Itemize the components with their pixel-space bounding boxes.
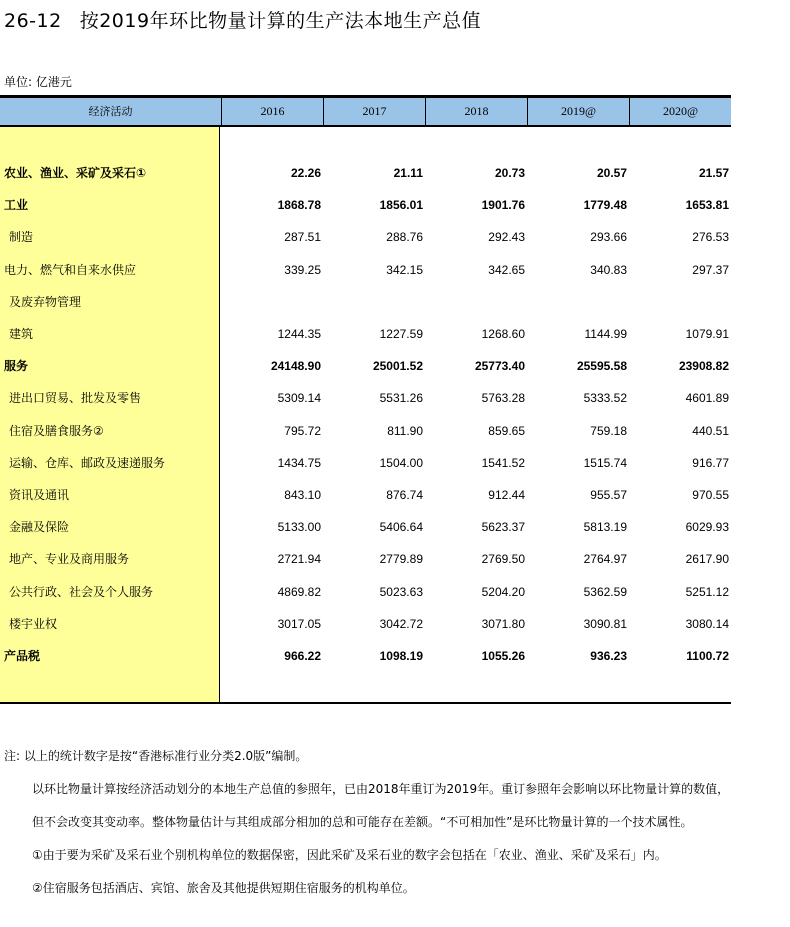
- table-row: [0, 640, 731, 672]
- row-value: 342.65: [488, 262, 525, 277]
- row-value: 293.66: [590, 230, 627, 245]
- row-value: [531, 286, 627, 318]
- row-value: [225, 286, 321, 318]
- row-value: 339.25: [284, 262, 321, 277]
- row-value: 3071.80: [481, 616, 525, 631]
- row-value: 859.65: [488, 423, 525, 438]
- row-value: 1541.52: [481, 455, 525, 470]
- row-value: 3090.81: [583, 616, 627, 631]
- row-label: 资讯及通讯: [9, 488, 70, 502]
- row-value: 876.74: [386, 488, 423, 502]
- note-line: 以环比物量计算按经济活动划分的本地生产总值的参照年，已由2018年重订为2019年。重订参照年会影响以环比物量计算的数值，: [32, 782, 730, 796]
- row-value: 5333.52: [583, 391, 627, 406]
- row-value: 2779.89: [379, 552, 423, 567]
- row-value: 21.11: [393, 166, 423, 180]
- table-header: [0, 95, 731, 127]
- table-row: [0, 543, 731, 575]
- note-line: ①由于要为采矿及采石业个别机构单位的数据保密，因此采矿及采石业的数字会包括在「农业、渔业、采矿及采石」内。: [32, 848, 667, 862]
- row-value: 5362.59: [583, 584, 627, 599]
- row-value: 1055.26: [481, 649, 525, 663]
- row-value: 292.43: [488, 230, 525, 245]
- table-row: [0, 221, 731, 253]
- row-label: 及废弃物管理: [9, 294, 82, 309]
- row-value: 5763.28: [481, 391, 525, 406]
- gdp-table: [0, 95, 731, 704]
- row-value: 20.73: [494, 166, 525, 180]
- row-value: 1144.99: [584, 327, 627, 341]
- row-label: 楼宇业权: [9, 616, 58, 631]
- table-row: [0, 415, 731, 447]
- table-row: [0, 511, 731, 543]
- row-value: 4869.82: [277, 584, 321, 599]
- row-value: 287.51: [284, 230, 321, 245]
- table-row: [0, 350, 731, 382]
- row-value: 1100.72: [686, 649, 729, 663]
- note-line: ②住宿服务包括酒店、宾馆、旅舍及其他提供短期住宿服务的机构单位。: [32, 881, 415, 895]
- row-value: [633, 286, 729, 318]
- row-label: 住宿及膳食服务②: [9, 423, 104, 438]
- row-value: 912.44: [488, 488, 525, 502]
- header-year-2020: 2020@: [629, 98, 731, 125]
- row-label: 制造: [9, 230, 34, 245]
- row-value: 276.53: [692, 230, 729, 245]
- unit-label: 单位: 亿港元: [4, 75, 72, 89]
- row-value: 1901.76: [481, 198, 525, 213]
- row-value: 25001.52: [372, 359, 423, 374]
- row-value: 5023.63: [379, 584, 423, 599]
- row-value: 297.37: [692, 262, 729, 277]
- row-value: 811.90: [387, 423, 423, 438]
- row-value: 4601.89: [685, 391, 729, 406]
- row-label: 电力、燃气和自来水供应: [4, 262, 137, 277]
- row-value: 20.57: [596, 166, 627, 180]
- row-value: 843.10: [284, 488, 321, 502]
- row-value: 1227.59: [379, 327, 423, 341]
- row-value: 966.22: [284, 649, 321, 663]
- row-value: 1079.91: [685, 327, 729, 341]
- header-year-2016: 2016: [221, 98, 323, 125]
- row-label: 运输、仓库、邮政及速递服务: [9, 455, 166, 470]
- row-value: 340.83: [590, 262, 627, 277]
- header-year-2017: 2017: [323, 98, 425, 125]
- row-value: 24148.90: [270, 359, 321, 374]
- row-value: 1779.48: [583, 198, 627, 213]
- row-label: 服务: [4, 359, 29, 374]
- row-value: 288.76: [386, 230, 423, 245]
- row-value: 25595.58: [576, 359, 627, 374]
- header-year-2018: 2018: [425, 98, 527, 125]
- row-value: 5204.20: [481, 584, 525, 599]
- row-label: 建筑: [9, 327, 34, 341]
- table-row: [0, 382, 731, 414]
- row-value: 795.72: [284, 423, 321, 438]
- row-value: 3042.72: [379, 616, 423, 631]
- row-value: 22.26: [290, 166, 321, 180]
- row-value: 1504.00: [379, 455, 423, 470]
- row-value: [327, 286, 423, 318]
- table-row: [0, 318, 731, 350]
- row-label: 地产、专业及商用服务: [9, 552, 130, 567]
- row-value: 916.77: [692, 455, 729, 470]
- row-value: 342.15: [386, 262, 423, 277]
- row-value: 25773.40: [474, 359, 525, 374]
- row-value: 1856.01: [379, 198, 423, 213]
- row-value: 3080.14: [685, 616, 729, 631]
- header-year-2019: 2019@: [527, 98, 629, 125]
- row-label: 公共行政、社会及个人服务: [9, 584, 154, 599]
- row-value: 5813.19: [583, 520, 627, 535]
- row-value: 1515.74: [583, 455, 627, 470]
- row-value: 936.23: [590, 649, 627, 663]
- row-value: 759.18: [590, 423, 627, 438]
- row-value: 2764.97: [583, 552, 627, 567]
- row-value: 5133.00: [277, 520, 321, 535]
- row-value: 1653.81: [685, 198, 729, 213]
- table-row: [0, 157, 731, 189]
- table-row: [0, 447, 731, 479]
- row-value: 2721.94: [277, 552, 321, 567]
- notes: [4, 740, 729, 905]
- table-row: [0, 254, 731, 286]
- row-value: 6029.93: [685, 520, 729, 535]
- note-line: 但不会改变其变动率。整体物量估计与其组成部分相加的总和可能存在差额。“不可相加性”是环比物量计算的一个技术属性。: [32, 815, 693, 829]
- table-row: [0, 286, 731, 318]
- row-value: [429, 286, 525, 318]
- row-value: 5531.26: [379, 391, 423, 406]
- row-value: 1098.19: [379, 649, 423, 663]
- row-value: 3017.05: [277, 616, 321, 631]
- row-value: 440.51: [692, 423, 729, 438]
- row-label: 金融及保险: [9, 520, 70, 535]
- row-value: 1868.78: [277, 198, 321, 213]
- table-row: [0, 189, 731, 221]
- row-value: 1434.75: [277, 455, 321, 470]
- row-value: 5406.64: [379, 520, 423, 535]
- header-activity: 经济活动: [88, 105, 133, 118]
- row-value: 5309.14: [277, 391, 321, 406]
- row-value: 955.57: [590, 488, 627, 502]
- table-row: [0, 479, 731, 511]
- row-value: 23908.82: [678, 359, 729, 374]
- table-number: 26-12: [4, 10, 62, 32]
- row-label: 产品税: [4, 649, 41, 663]
- row-value: 1268.60: [481, 327, 525, 341]
- page-title: [4, 6, 481, 33]
- row-label: 农业、渔业、采矿及采石①: [4, 166, 147, 180]
- row-label: 进出口贸易、批发及零售: [9, 391, 142, 406]
- note-line: 注: 以上的统计数字是按“香港标准行业分类2.0版”编制。: [4, 749, 308, 763]
- table-title: 按2019年环比物量计算的生产法本地生产总值: [79, 10, 482, 32]
- row-value: 2769.50: [481, 552, 525, 567]
- row-value: 1244.35: [277, 327, 321, 341]
- row-value: 21.57: [698, 166, 729, 180]
- row-value: 5251.12: [685, 584, 729, 599]
- row-value: 5623.37: [481, 520, 525, 535]
- table-row: [0, 576, 731, 608]
- table-row: [0, 608, 731, 640]
- row-value: 2617.90: [685, 552, 729, 567]
- row-value: 970.55: [692, 488, 729, 502]
- row-label: 工业: [4, 198, 29, 213]
